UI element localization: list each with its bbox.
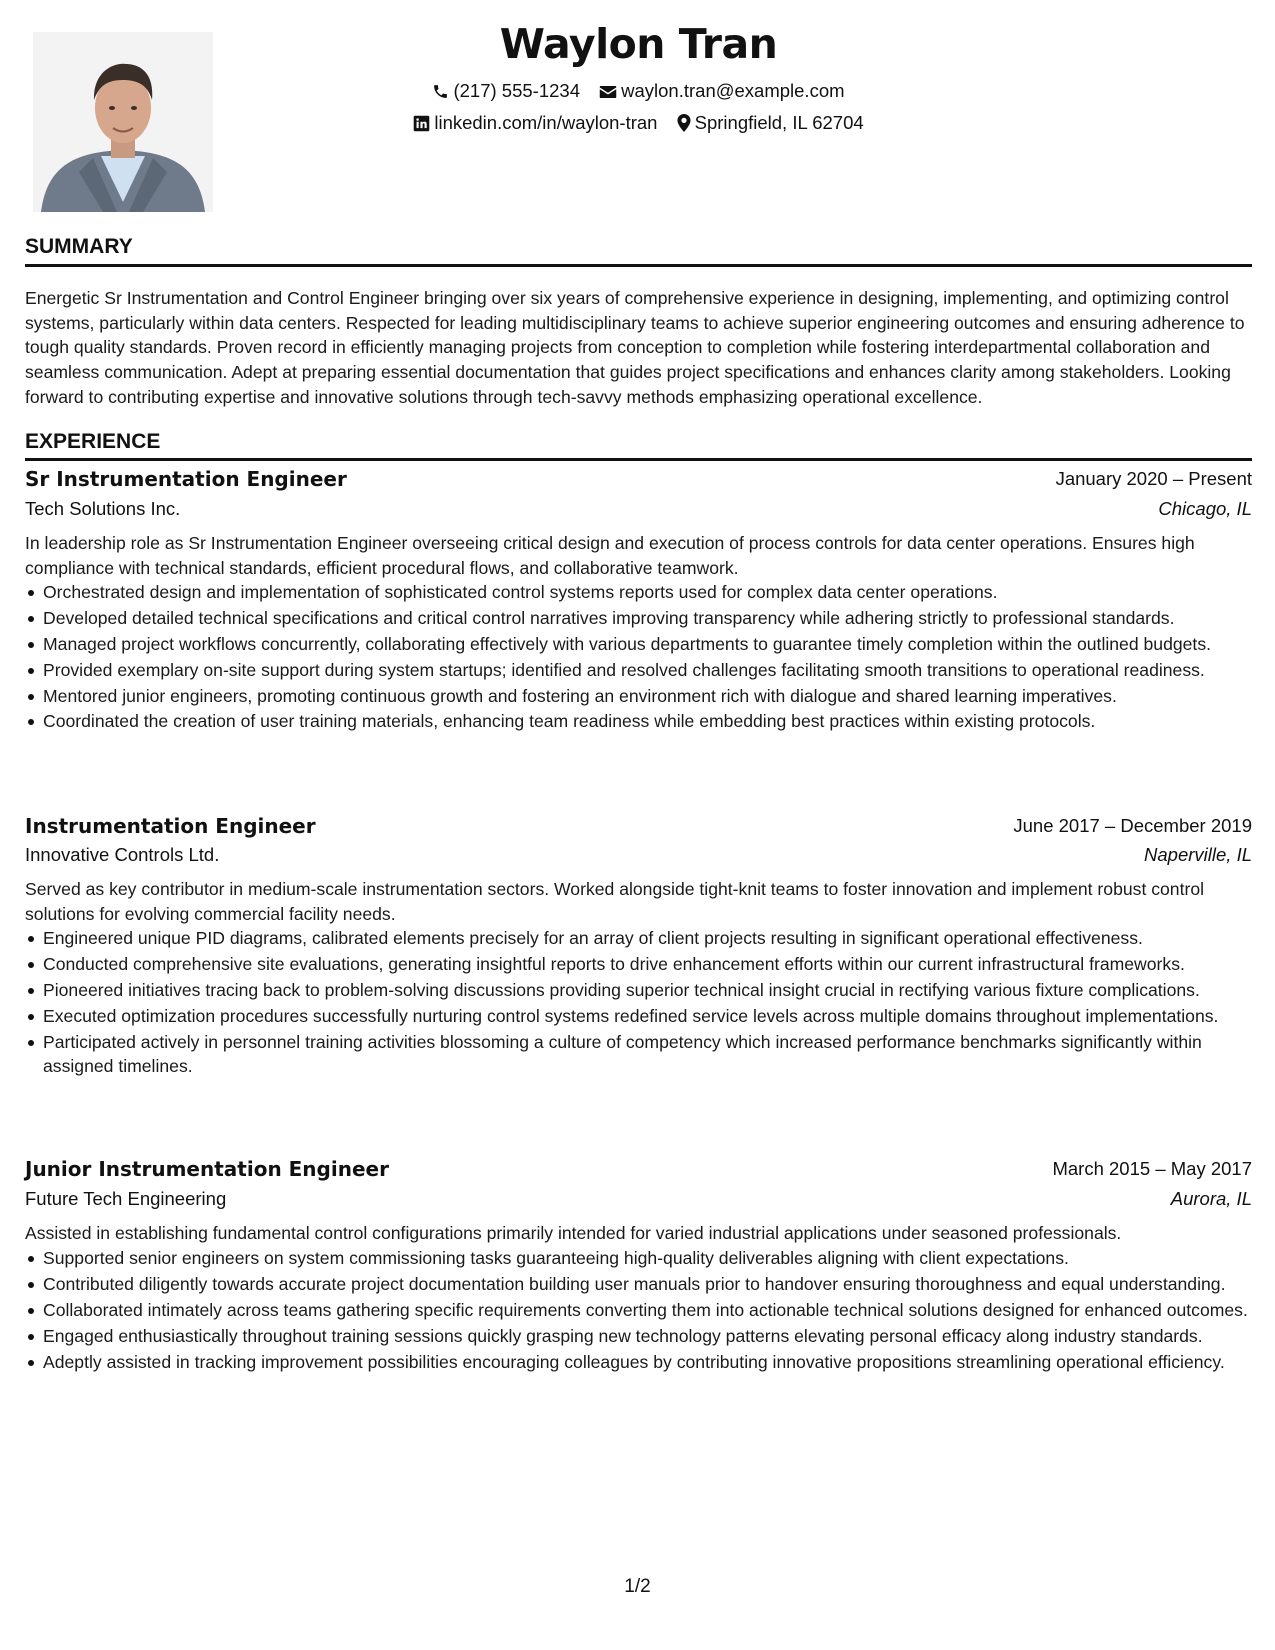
linkedin-contact[interactable] (413, 112, 657, 134)
envelope-icon (599, 84, 617, 100)
summary-heading: SUMMARY (25, 235, 133, 258)
experience-divider (25, 458, 1252, 461)
phone-icon (432, 83, 449, 100)
job-dates: January 2020 – Present (1055, 468, 1252, 489)
email-contact[interactable] (599, 80, 844, 102)
bullet-item: Pioneered initiatives tracing back to problem-solving discussions providing superior technical insight crucial in rectifying various fixture complications. (43, 978, 1270, 1003)
company-name: Innovative Controls Ltd. (25, 844, 220, 865)
location-text: Springfield, IL 62704 (694, 112, 864, 133)
bullet-item: Mentored junior engineers, promoting continuous growth and fostering an environment rich with dialogue and shared learning imperatives. (43, 684, 1270, 709)
phone-contact[interactable] (432, 80, 580, 102)
bullet-item: Provided exemplary on-site support during system startups; identified and resolved challenges facilitating smooth transitions to operational readiness. (43, 658, 1270, 683)
bullet-item: Adeptly assisted in tracking improvement possibilities encouraging colleagues by contributing innovative propositions streamlining operational efficiency. (43, 1350, 1270, 1375)
linkedin-text: linkedin.com/in/waylon-tran (434, 112, 658, 133)
job-description: Served as key contributor in medium-scale instrumentation sectors. Worked alongside tight-knit teams to foster innovation and implement robust control solutions for evolving commercial facility needs. (25, 879, 1205, 924)
map-pin-icon (677, 114, 691, 132)
linkedin-icon (413, 115, 430, 132)
page-number: 1/2 (624, 1576, 651, 1597)
contact-row-1 (25, 80, 1252, 102)
bullet-item: Contributed diligently towards accurate project documentation building user manuals prior to handover ensuring thoroughness and equal understanding. (43, 1272, 1270, 1297)
job-title: Instrumentation Engineer (25, 814, 316, 838)
bullet-item: Engineered unique PID diagrams, calibrated elements precisely for an array of client projects resulting in significant operational effectiveness. (43, 926, 1270, 951)
email-text: waylon.tran@example.com (621, 80, 845, 101)
job-dates: March 2015 – May 2017 (1052, 1158, 1252, 1179)
summary-divider (25, 264, 1252, 267)
phone-text: (217) 555-1234 (453, 80, 580, 101)
company-name: Tech Solutions Inc. (25, 498, 181, 519)
contact-row-2 (25, 112, 1252, 134)
job-bullets (25, 1246, 1270, 1375)
bullet-item: Managed project workflows concurrently, collaborating effectively with various departments to guarantee timely completion within the outlined budgets. (43, 632, 1270, 657)
bullet-item: Conducted comprehensive site evaluations, generating insightful reports to drive enhancement efforts within our current infrastructural frameworks. (43, 952, 1270, 977)
bullet-item: Supported senior engineers on system commissioning tasks guaranteeing high-quality deliverables aligning with client expectations. (43, 1246, 1270, 1271)
company-name: Future Tech Engineering (25, 1188, 227, 1209)
bullet-item: Participated actively in personnel training activities blossoming a culture of competency which increased performance benchmarks significantly within assigned timelines. (43, 1030, 1270, 1079)
job-dates: June 2017 – December 2019 (1013, 815, 1252, 836)
job-bullets (25, 580, 1270, 735)
job-title: Sr Instrumentation Engineer (25, 467, 347, 491)
bullet-item: Orchestrated design and implementation of sophisticated control systems reports used for complex data center operations. (43, 580, 1270, 605)
bullet-item: Engaged enthusiastically throughout training sessions quickly grasping new technology patterns elevating personal efficacy along industry standards. (43, 1324, 1270, 1349)
job-title: Junior Instrumentation Engineer (25, 1157, 389, 1181)
bullet-item: Executed optimization procedures successfully nurturing control systems redefined service levels across multiple domains throughout implementations. (43, 1004, 1270, 1029)
job-description: In leadership role as Sr Instrumentation Engineer overseeing critical design and execution of process controls for data center operations. Ensures high compliance with technical standards, efficient procedural flows, and collaborative teamwork. (25, 533, 1195, 578)
experience-heading: EXPERIENCE (25, 430, 161, 453)
location-contact (677, 112, 864, 134)
job-bullets (25, 926, 1270, 1080)
job-description: Assisted in establishing fundamental control configurations primarily intended for varied industrial applications under seasoned professionals. (25, 1223, 1122, 1243)
bullet-item: Developed detailed technical specifications and critical control narratives improving transparency while adhering strictly to professional standards. (43, 606, 1270, 631)
job-location: Naperville, IL (1144, 844, 1252, 865)
bullet-item: Collaborated intimately across teams gathering specific requirements converting them into actionable technical solutions designed for enhanced outcomes. (43, 1298, 1270, 1323)
resume-page (25, 0, 1252, 1650)
job-location: Chicago, IL (1158, 498, 1252, 519)
job-location: Aurora, IL (1170, 1188, 1252, 1209)
bullet-item: Coordinated the creation of user training materials, enhancing team readiness while embedding best practices within existing protocols. (43, 709, 1270, 734)
candidate-name: Waylon Tran (499, 20, 778, 68)
summary-text: Energetic Sr Instrumentation and Control Engineer bringing over six years of comprehensive experience in designing, implementing, and optimizing control systems, particularly within data centers. Respected for leading multidisciplinary teams to achieve superior engineering outcomes and ensuring adherence to tough quality standards. Proven record in efficiently managing projects from conception to completion while fostering interdepartmental collaboration and seamless communication. Adept at preparing essential documentation that guides project specifications and enhances clarity among stakeholders. Looking forward to contributing expertise and innovative solutions through tech-savvy methods emphasizing operational excellence. (25, 288, 1245, 407)
